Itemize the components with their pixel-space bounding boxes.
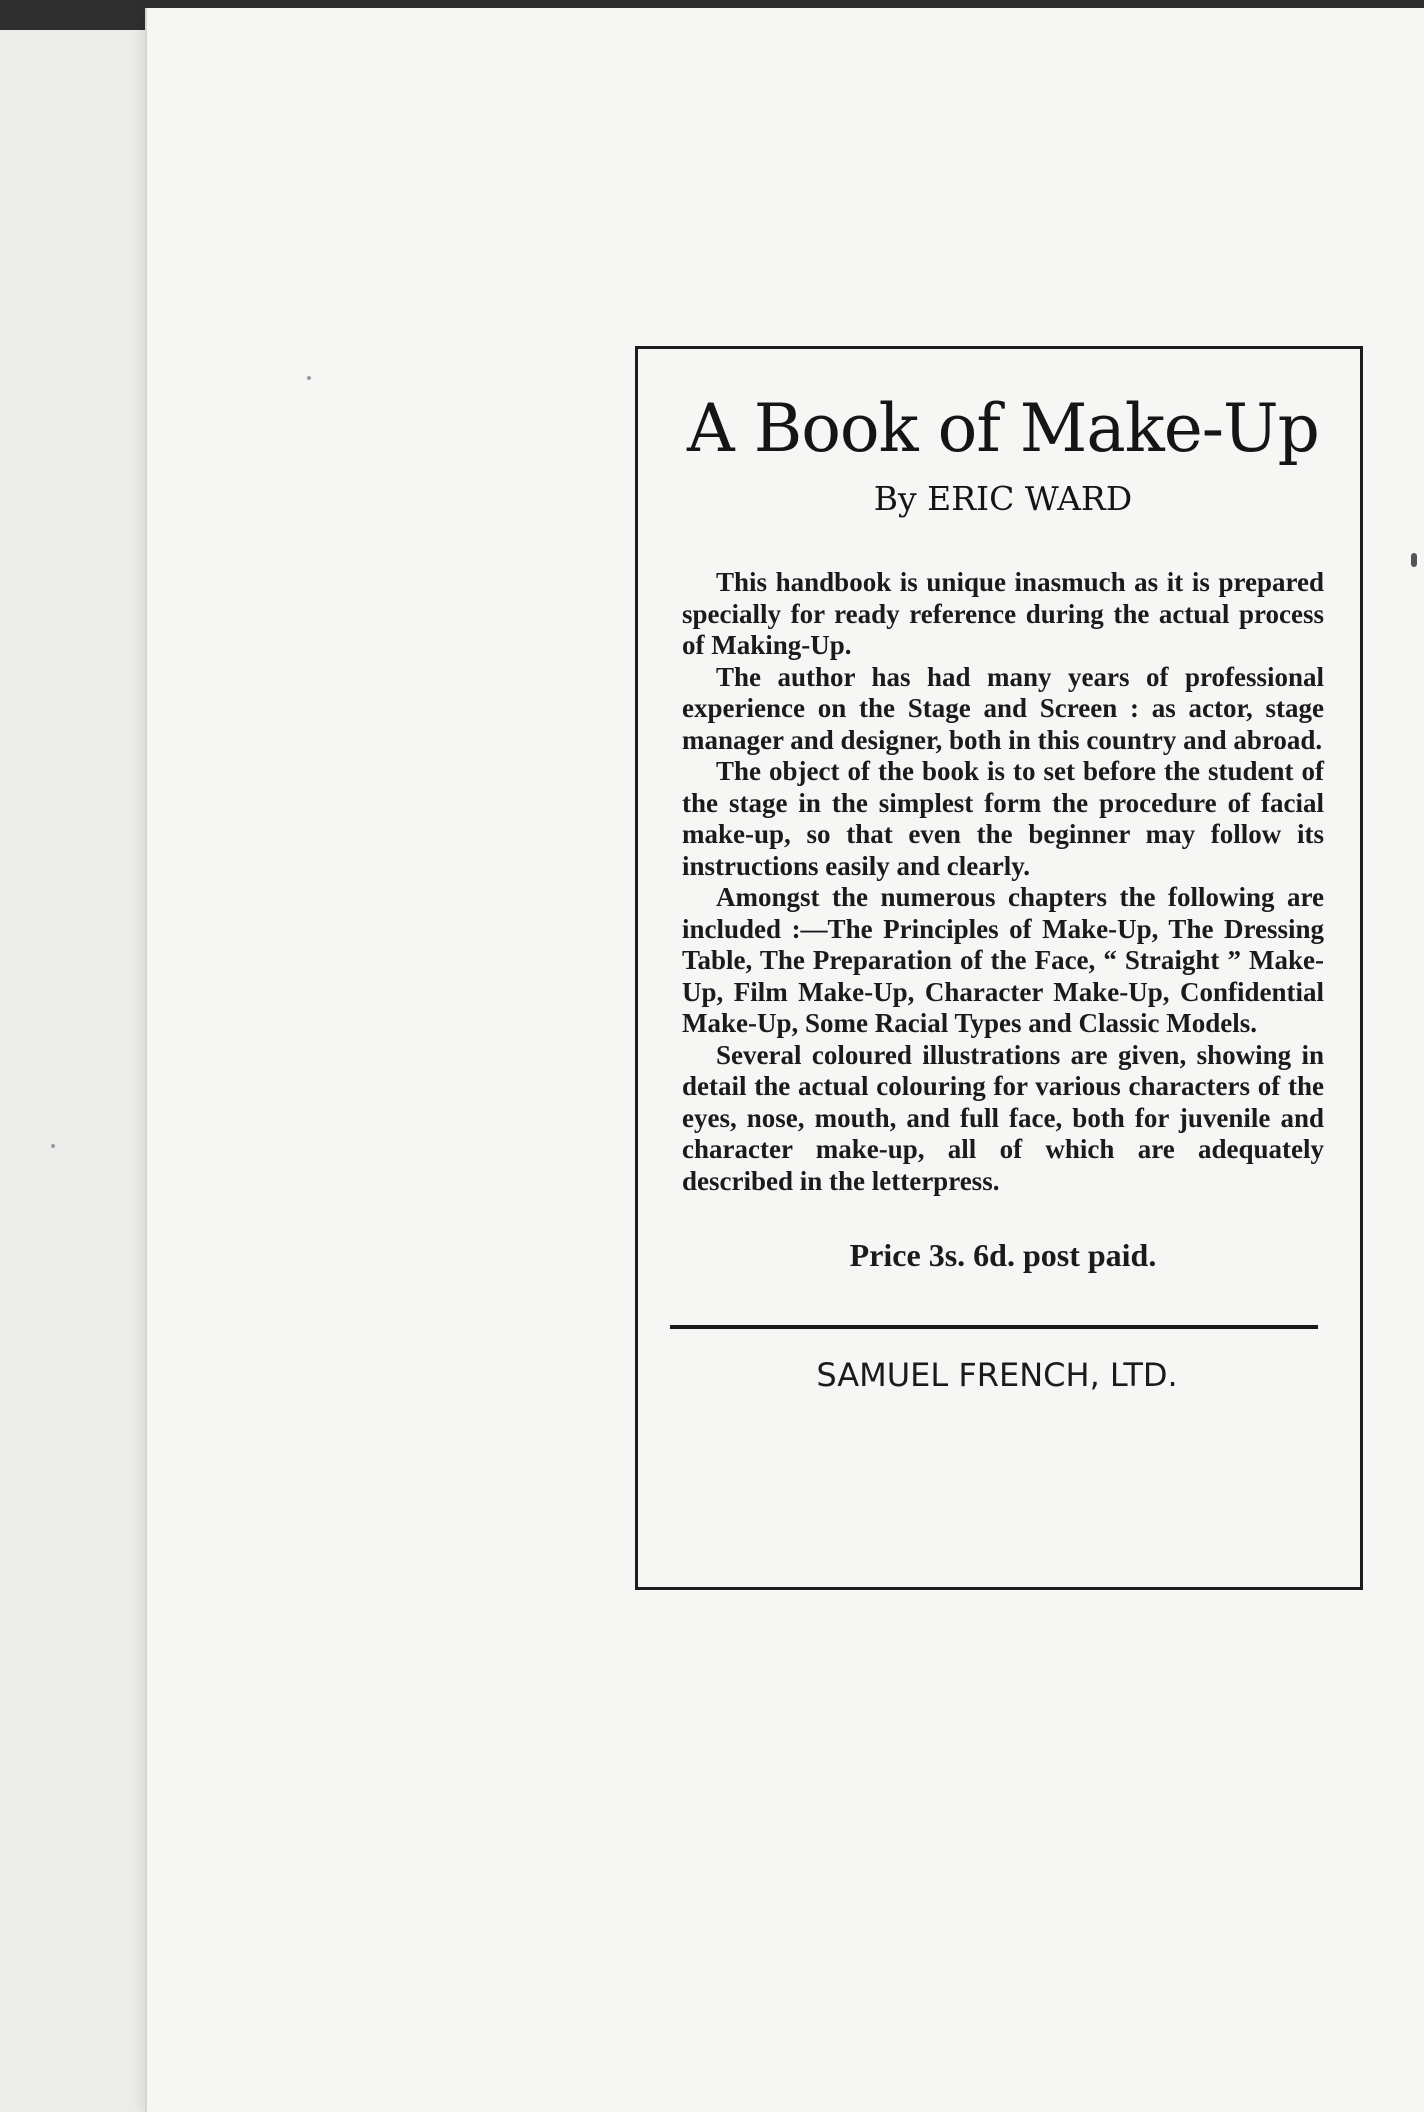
book-title: A Book of Make-Up (687, 390, 1319, 467)
dust-speck (51, 1144, 55, 1148)
description-paragraph: The object of the book is to set before the student of the stage in the simplest form the procedure of facial make-up, so that even the beginner may follow its instructions easily and clearly. (682, 756, 1324, 881)
description-paragraph: The author has had many years of professional experience on the Stage and Screen : as actor, stage manager and designer, both in this country and abroad. (682, 661, 1324, 755)
publisher: SAMUEL FRENCH, LTD. (816, 1356, 1178, 1394)
book-advertisement (635, 346, 1363, 1590)
book-author: By ERIC WARD (873, 479, 1133, 518)
price: Price 3s. 6d. post paid. (849, 1237, 1157, 1273)
description-paragraph: Amongst the numerous chapters the following are included :—The Principles of Make-Up, The Dressing Table, The Preparation of the Face, “ Straight ” Make-Up, Film Make-Up, Character Make-Up, Confidential Make-Up, Some Racial Types and Classic Models. (682, 882, 1324, 1038)
description (682, 567, 1324, 1197)
page-edge-mark (1411, 553, 1417, 567)
description-paragraph: This handbook is unique inasmuch as it is prepared specially for ready reference during the actual process of Making-Up. (682, 567, 1324, 660)
description-paragraph: Several coloured illustrations are given, showing in detail the actual colouring for various characters of the eyes, nose, mouth, and full face, both for juvenile and character make-up, all of which are adequately described in the letterpress. (682, 1039, 1324, 1196)
divider (670, 1325, 1318, 1329)
dust-speck (307, 376, 311, 380)
page (145, 8, 1424, 2112)
